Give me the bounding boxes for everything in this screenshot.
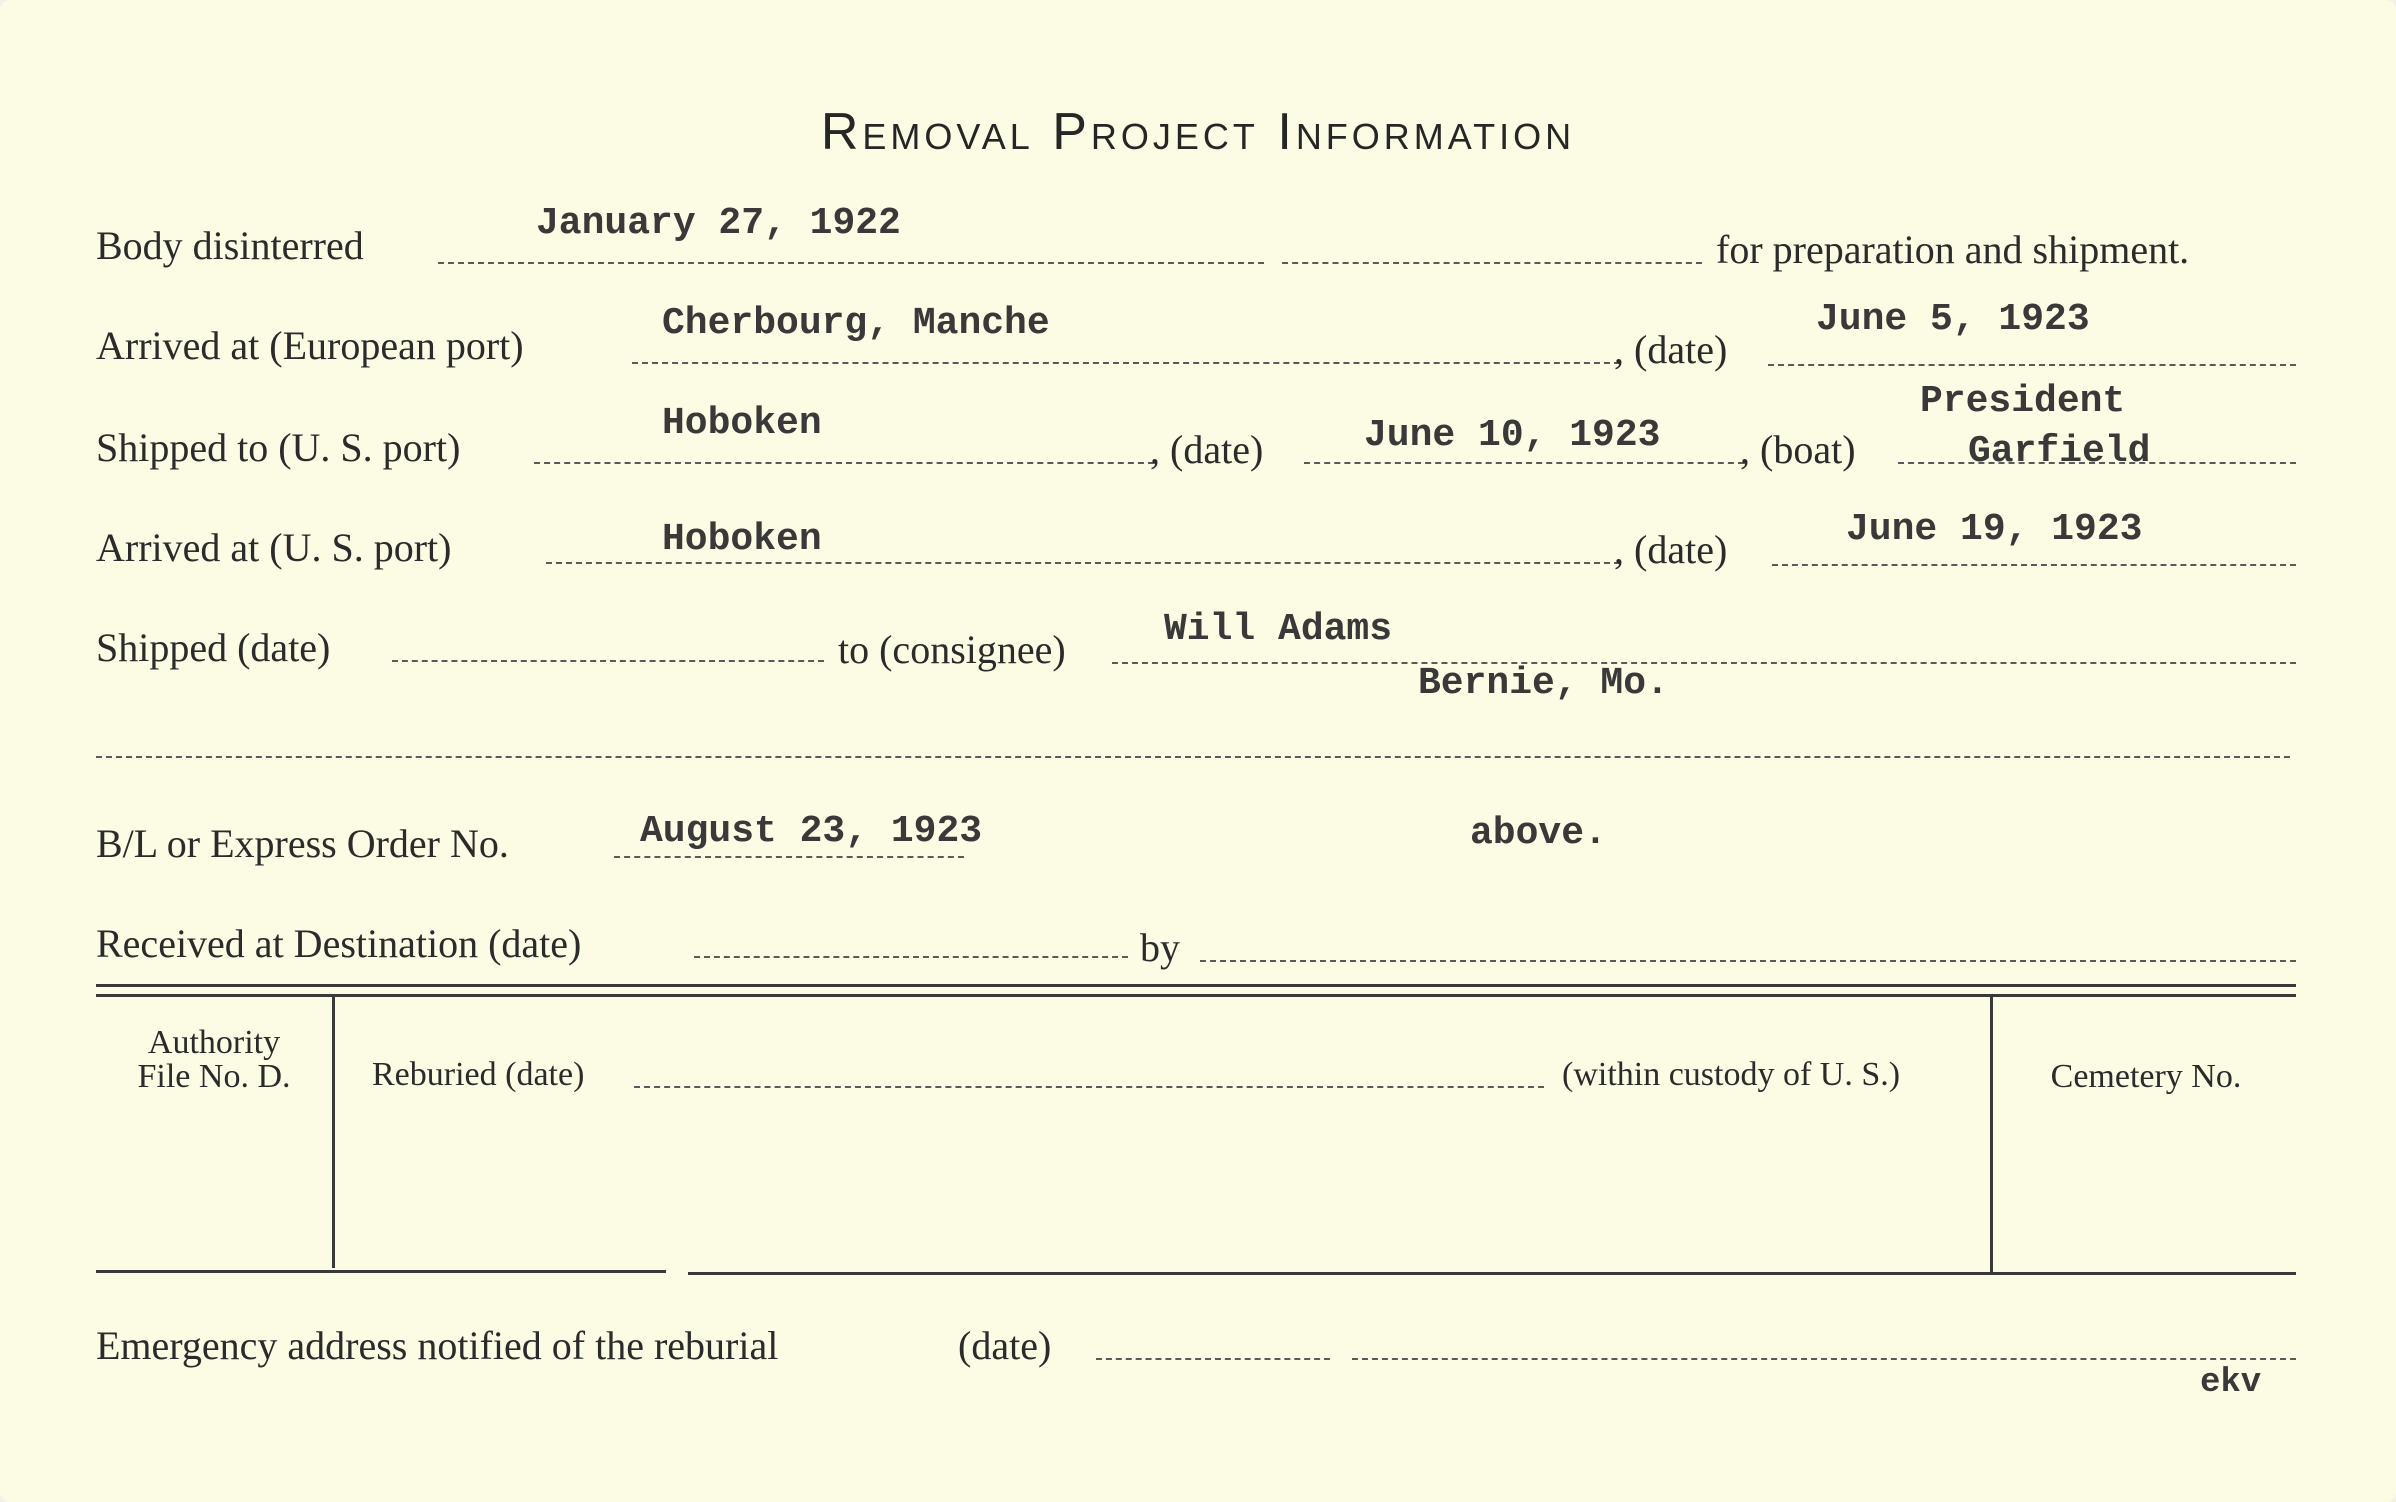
- shipped-us-boat-line1: President: [1920, 380, 2126, 423]
- bl-order-note: above.: [1470, 812, 1607, 855]
- shipped-us-line: [534, 462, 1154, 464]
- shipped-date-line: [392, 660, 824, 662]
- table-top-rule-2: [96, 994, 2296, 997]
- reburied-label: Reburied (date): [372, 1056, 585, 1093]
- consignee-label: to (consignee): [838, 627, 1066, 672]
- bl-order-value: August 23, 1923: [640, 810, 983, 853]
- body-disinterred-suffix: for preparation and shipment.: [1716, 227, 2190, 272]
- arrived-us-date: June 19, 1923: [1846, 508, 2143, 551]
- table-bottom-rule-right: [688, 1272, 2296, 1275]
- consignee-line: [1112, 662, 2296, 664]
- cemetery-label: Cemetery No.: [2050, 1058, 2242, 1095]
- table-divider-right: [1990, 996, 1993, 1272]
- arrived-us-date-label: , (date): [1614, 527, 1728, 572]
- body-disinterred-label: Body disinterred: [96, 223, 364, 268]
- body-disinterred-value: January 27, 1922: [536, 202, 901, 245]
- reburied-date-line: [634, 1086, 1544, 1088]
- card-title: Removal Project Information: [820, 103, 1576, 161]
- received-date-line: [694, 956, 1128, 958]
- arrived-european-port: Cherbourg, Manche: [662, 302, 1050, 345]
- clerk-initials: ekv: [2200, 1364, 2262, 1402]
- arrived-us-line: [546, 562, 1620, 564]
- arrived-us-port: Hoboken: [662, 518, 822, 561]
- authority-label-line2: File No. D.: [137, 1058, 291, 1095]
- bl-order-line: [614, 856, 964, 858]
- emergency-line-1: [1096, 1358, 1330, 1360]
- body-disinterred-line-2: [1282, 262, 1702, 264]
- blank-line: [96, 756, 2290, 758]
- shipped-us-boat-label: , (boat): [1740, 427, 1856, 472]
- bl-order-label: B/L or Express Order No.: [96, 821, 509, 866]
- shipped-us-label: Shipped to (U. S. port): [96, 425, 461, 470]
- shipped-date-label: Shipped (date): [96, 625, 331, 670]
- consignee-place: Bernie, Mo.: [1418, 662, 1669, 705]
- table-divider-left: [332, 996, 335, 1268]
- shipped-us-boat-line2: Garfield: [1968, 430, 2151, 473]
- emergency-date-label: (date): [958, 1323, 1052, 1368]
- shipped-us-port: Hoboken: [662, 402, 822, 445]
- arrived-us-label: Arrived at (U. S. port): [96, 525, 452, 570]
- body-disinterred-line: [438, 262, 1264, 264]
- shipped-us-date-line: [1304, 462, 1744, 464]
- arrived-european-date-label: , (date): [1614, 327, 1728, 372]
- consignee-name: Will Adams: [1164, 608, 1393, 651]
- arrived-european-date-line: [1768, 364, 2296, 366]
- emergency-line-2: [1352, 1358, 2296, 1360]
- received-by-line: [1200, 960, 2296, 962]
- shipped-us-date-label: , (date): [1150, 427, 1264, 472]
- shipped-us-date: June 10, 1923: [1364, 414, 1661, 457]
- received-label: Received at Destination (date): [96, 921, 582, 966]
- custody-label: (within custody of U. S.): [1562, 1056, 1901, 1093]
- table-bottom-rule-left: [96, 1270, 666, 1273]
- received-by-label: by: [1140, 925, 1180, 970]
- arrived-european-date: June 5, 1923: [1816, 298, 2090, 341]
- arrived-european-label: Arrived at (European port): [96, 323, 524, 368]
- arrived-european-line: [632, 362, 1620, 364]
- authority-label-line1: Authority: [147, 1024, 281, 1061]
- table-top-rule-1: [96, 984, 2296, 987]
- arrived-us-date-line: [1772, 564, 2296, 566]
- emergency-label: Emergency address notified of the reburial: [96, 1323, 779, 1368]
